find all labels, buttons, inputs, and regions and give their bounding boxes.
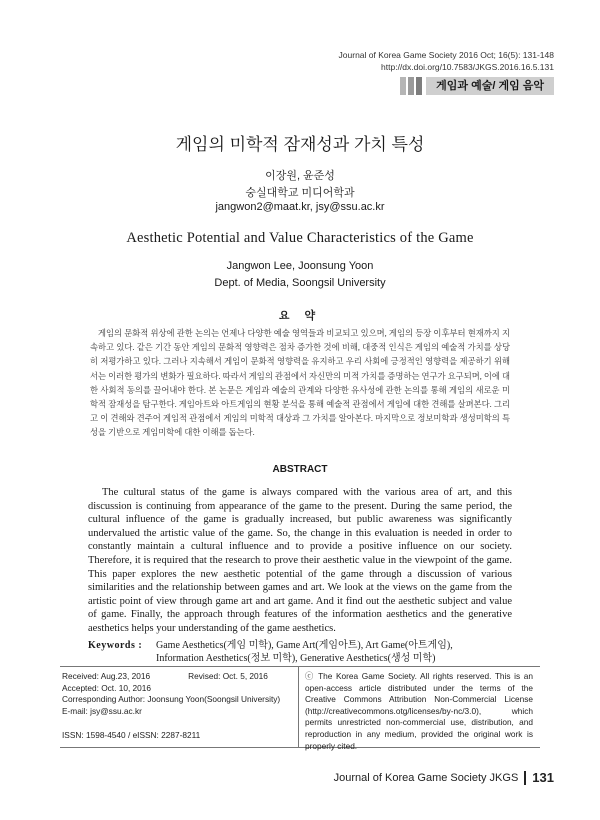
- footer-journal-name: Journal of Korea Game Society JKGS: [333, 771, 519, 784]
- paper-title-english: Aesthetic Potential and Value Characteristics of the Game: [126, 230, 474, 246]
- english-abstract-body: The cultural status of the game is always compared with the various area of art, and this discussion is continuing from appearance of the game to the present. During the same period, the cultural influence of the game is gradually increased, but public awareness was significantly undervalued the artistic value of the game. So, the change in this evaluation is needed in order to constantly maintain a cultural influence and to provide a positive influence on our society. Therefore, it is required that the research to prove their aesthetic value in the viewpoint of the game. This paper explores the new aesthetic potential of the game through a discussion of various similarities and the relationship between games and art. We look at the views on the game from the artistic point of view through game art and art game. And it find out the aesthetic subject and value of game. Finally, the approach through features of the information aesthetics and the generative aesthetics helps your understanding of the game aesthetics.: [88, 487, 512, 634]
- article-history: [62, 671, 294, 742]
- category-stripes-decoration: [400, 77, 422, 95]
- keywords-list: Game Aesthetics(게임 미학), Game Art(게임아트), Art Game(아트게임), Information Aesthetics(정보 미학), Generative Aesthetics(생성 미학): [156, 640, 453, 664]
- doi-link[interactable]: http://dx.doi.org/10.7583/JKGS.2016.16.5.131: [381, 62, 554, 72]
- author-emails: jangwon2@maat.kr, jsy@ssu.ac.kr: [215, 201, 385, 213]
- keywords-label: Keywords :: [88, 640, 143, 651]
- english-abstract-heading: ABSTRACT: [272, 464, 328, 475]
- affiliation-korean: 숭실대학교 미디어학과: [245, 187, 355, 199]
- metadata-column-divider: [298, 667, 299, 747]
- footer-divider: [524, 771, 526, 785]
- accepted-date: Accepted: Oct. 10, 2016: [62, 682, 152, 693]
- authors-korean: 이장원, 윤준성: [265, 170, 335, 182]
- metadata-top-divider: [60, 666, 540, 667]
- page-footer: [334, 770, 554, 785]
- page-number: 131: [532, 770, 554, 785]
- revised-date: Revised: Oct. 5, 2016: [188, 671, 268, 681]
- paper-title-korean: 게임의 미학적 잠재성과 가치 특성: [175, 135, 425, 154]
- korean-abstract-body: 게임의 문화적 위상에 관한 논의는 언제나 다양한 예술 영역들과 비교되고 있으며, 게임의 등장 이후부터 현재까지 지속하고 있다. 같은 기간 동안 게임의 문화적 영향력은 점차 증가한 것에 비해, 대중적 인식은 게임의 예술적 가치를 상당히 저평가하고 있다. 그러나 지속해서 게임이 문화적 영향력을 유지하고 우리 사회에 긍정적인 영향력을 제공하기 위해서는 이러한 평가의 변화가 필요하다. 따라서 게임의 관점에서 자신만의 미적 가치를 증명하는 연구가 요구되며, 이에 대한 사회적 동의를 끌어내야 한다. 본 논문은 게임과 예술의 관계와 다양한 유사성에 관한 논의를 통해 게임의 새로운 미학적 잠재성을 탐구한다. 게임아트와 아트게임의 현황 분석을 통해 예술적 관점에서 게임에 대한 견해를 살펴본다. 그리고 이 견해와 견주어 게임적 관점에서 게임의 미학적 대상과 그 가치를 알아본다. 마지막으로 정보미학과 생성미학의 특성을 기반으로 게임미학에 대한 이해를 돕는다.: [90, 329, 511, 438]
- category-label: 게임과 예술/ 게임 음악: [426, 77, 554, 95]
- category-banner: [400, 77, 554, 95]
- corresponding-email: E-mail: jsy@ssu.ac.kr: [62, 705, 142, 716]
- keywords-section: [88, 640, 518, 665]
- license-notice: ⓒ The Korea Game Society. All rights reserved. This is an open-access article distributed under the terms of the Creative Commons Attribution Non-Commercial License (http://creativecommons.otg/licenses/by-nc/3.0), which permits unrestricted non-commercial use, distribution, and reproduction in any medium, provided the original work is properly cited.: [305, 671, 533, 751]
- korean-abstract-heading: 요 약: [278, 310, 322, 322]
- affiliation-english: Dept. of Media, Soongsil University: [214, 277, 386, 289]
- corresponding-author: Corresponding Author: Joonsung Yoon(Soongsil University): [62, 694, 281, 705]
- authors-english: Jangwon Lee, Joonsung Yoon: [226, 260, 374, 272]
- received-date: Received: Aug.23, 2016: [62, 671, 151, 681]
- journal-citation: Journal of Korea Game Society 2016 Oct; 16(5): 131-148: [338, 50, 554, 60]
- stripe-decoration: [416, 77, 422, 95]
- issn: ISSN: 1598-4540 / eISSN: 2287-8211: [62, 730, 201, 741]
- stripe-decoration: [408, 77, 414, 95]
- stripe-decoration: [400, 77, 406, 95]
